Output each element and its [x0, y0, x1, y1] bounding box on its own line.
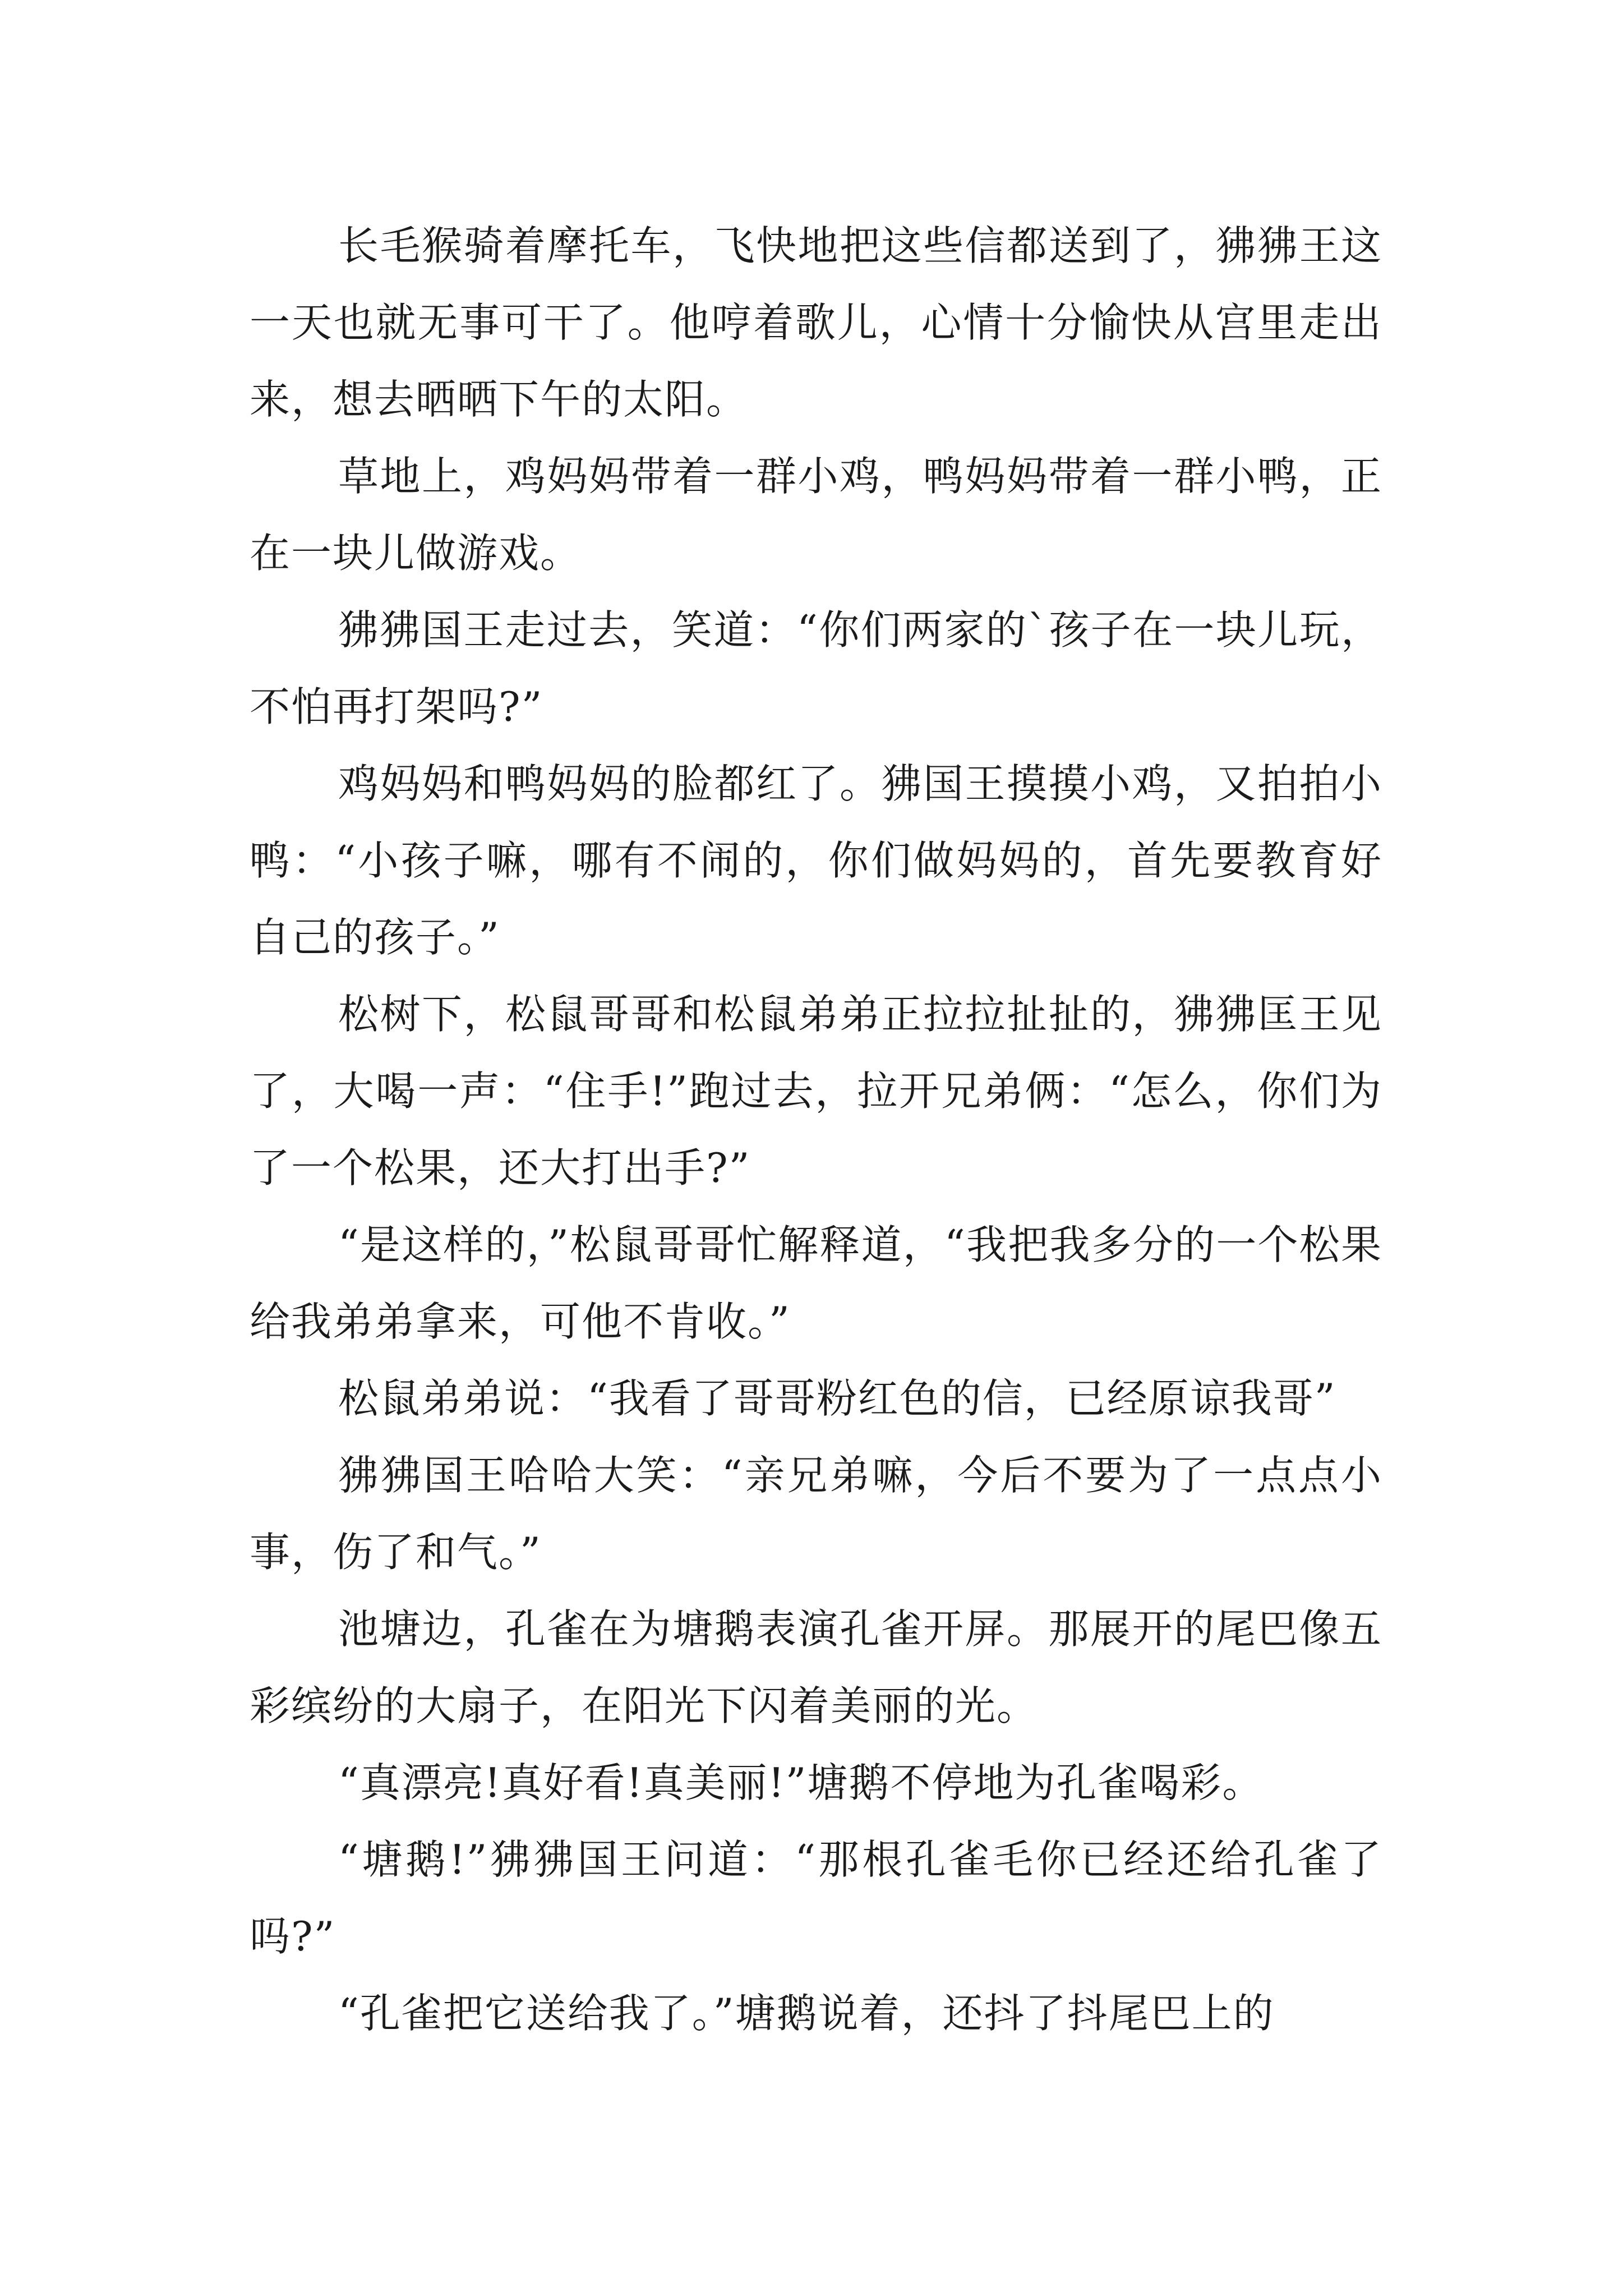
paragraph-1: 长毛猴骑着摩托车，飞快地把这些信都送到了，狒狒王这一天也就无事可干了。他哼着歌儿，心情十分愉快从宫里走出来，想去晒晒下午的太阳。 — [250, 222, 1382, 423]
paragraph-11: “塘鹅!”狒狒国王问道：“那根孔雀毛你已经还给孔雀了吗?” — [250, 1836, 1382, 1960]
paragraph-12: “孔雀把它送给我了。”塘鹅说着，还抖了抖尾巴上的 — [338, 1990, 1275, 2037]
paragraph-2: 草地上，鸡妈妈带着一群小鸡，鸭妈妈带着一群小鸭，正在一块儿做游戏。 — [250, 453, 1382, 577]
paragraph-7: 松鼠弟弟说：“我看了哥哥粉红色的信，已经原谅我哥” — [338, 1375, 1336, 1422]
paragraph-6: “是这样的，”松鼠哥哥忙解释道，“我把我多分的一个松果给我弟弟拿来，可他不肯收。” — [250, 1221, 1382, 1345]
paragraph-9: 池塘边，孔雀在为塘鹅表演孔雀开屏。那展开的尾巴像五彩缤纷的大扇子，在阳光下闪着美丽的光。 — [250, 1605, 1382, 1729]
paragraph-5: 松树下，松鼠哥哥和松鼠弟弟正拉拉扯扯的，狒狒匡王见了，大喝一声：“住手!”跑过去，拉开兄弟俩：“怎么，你们为了一个松果，还大打出手?” — [250, 991, 1382, 1191]
paragraph-8: 狒狒国王哈哈大笑：“亲兄弟嘛，今后不要为了一点点小事，伤了和气。” — [250, 1452, 1382, 1576]
paragraph-10: “真漂亮!真好看!真美丽!”塘鹅不停地为孔雀喝彩。 — [338, 1759, 1264, 1806]
body-text — [250, 208, 1382, 2052]
paragraph-3: 狒狒国王走过去，笑道：“你们两家的`孩子在一块儿玩，不怕再打架吗?” — [250, 606, 1382, 730]
paragraph-4: 鸡妈妈和鸭妈妈的脸都红了。狒国王摸摸小鸡，又拍拍小鸭：“小孩子嘛，哪有不闹的，你们做妈妈的，首先要教育好自己的孩子。” — [250, 760, 1382, 961]
